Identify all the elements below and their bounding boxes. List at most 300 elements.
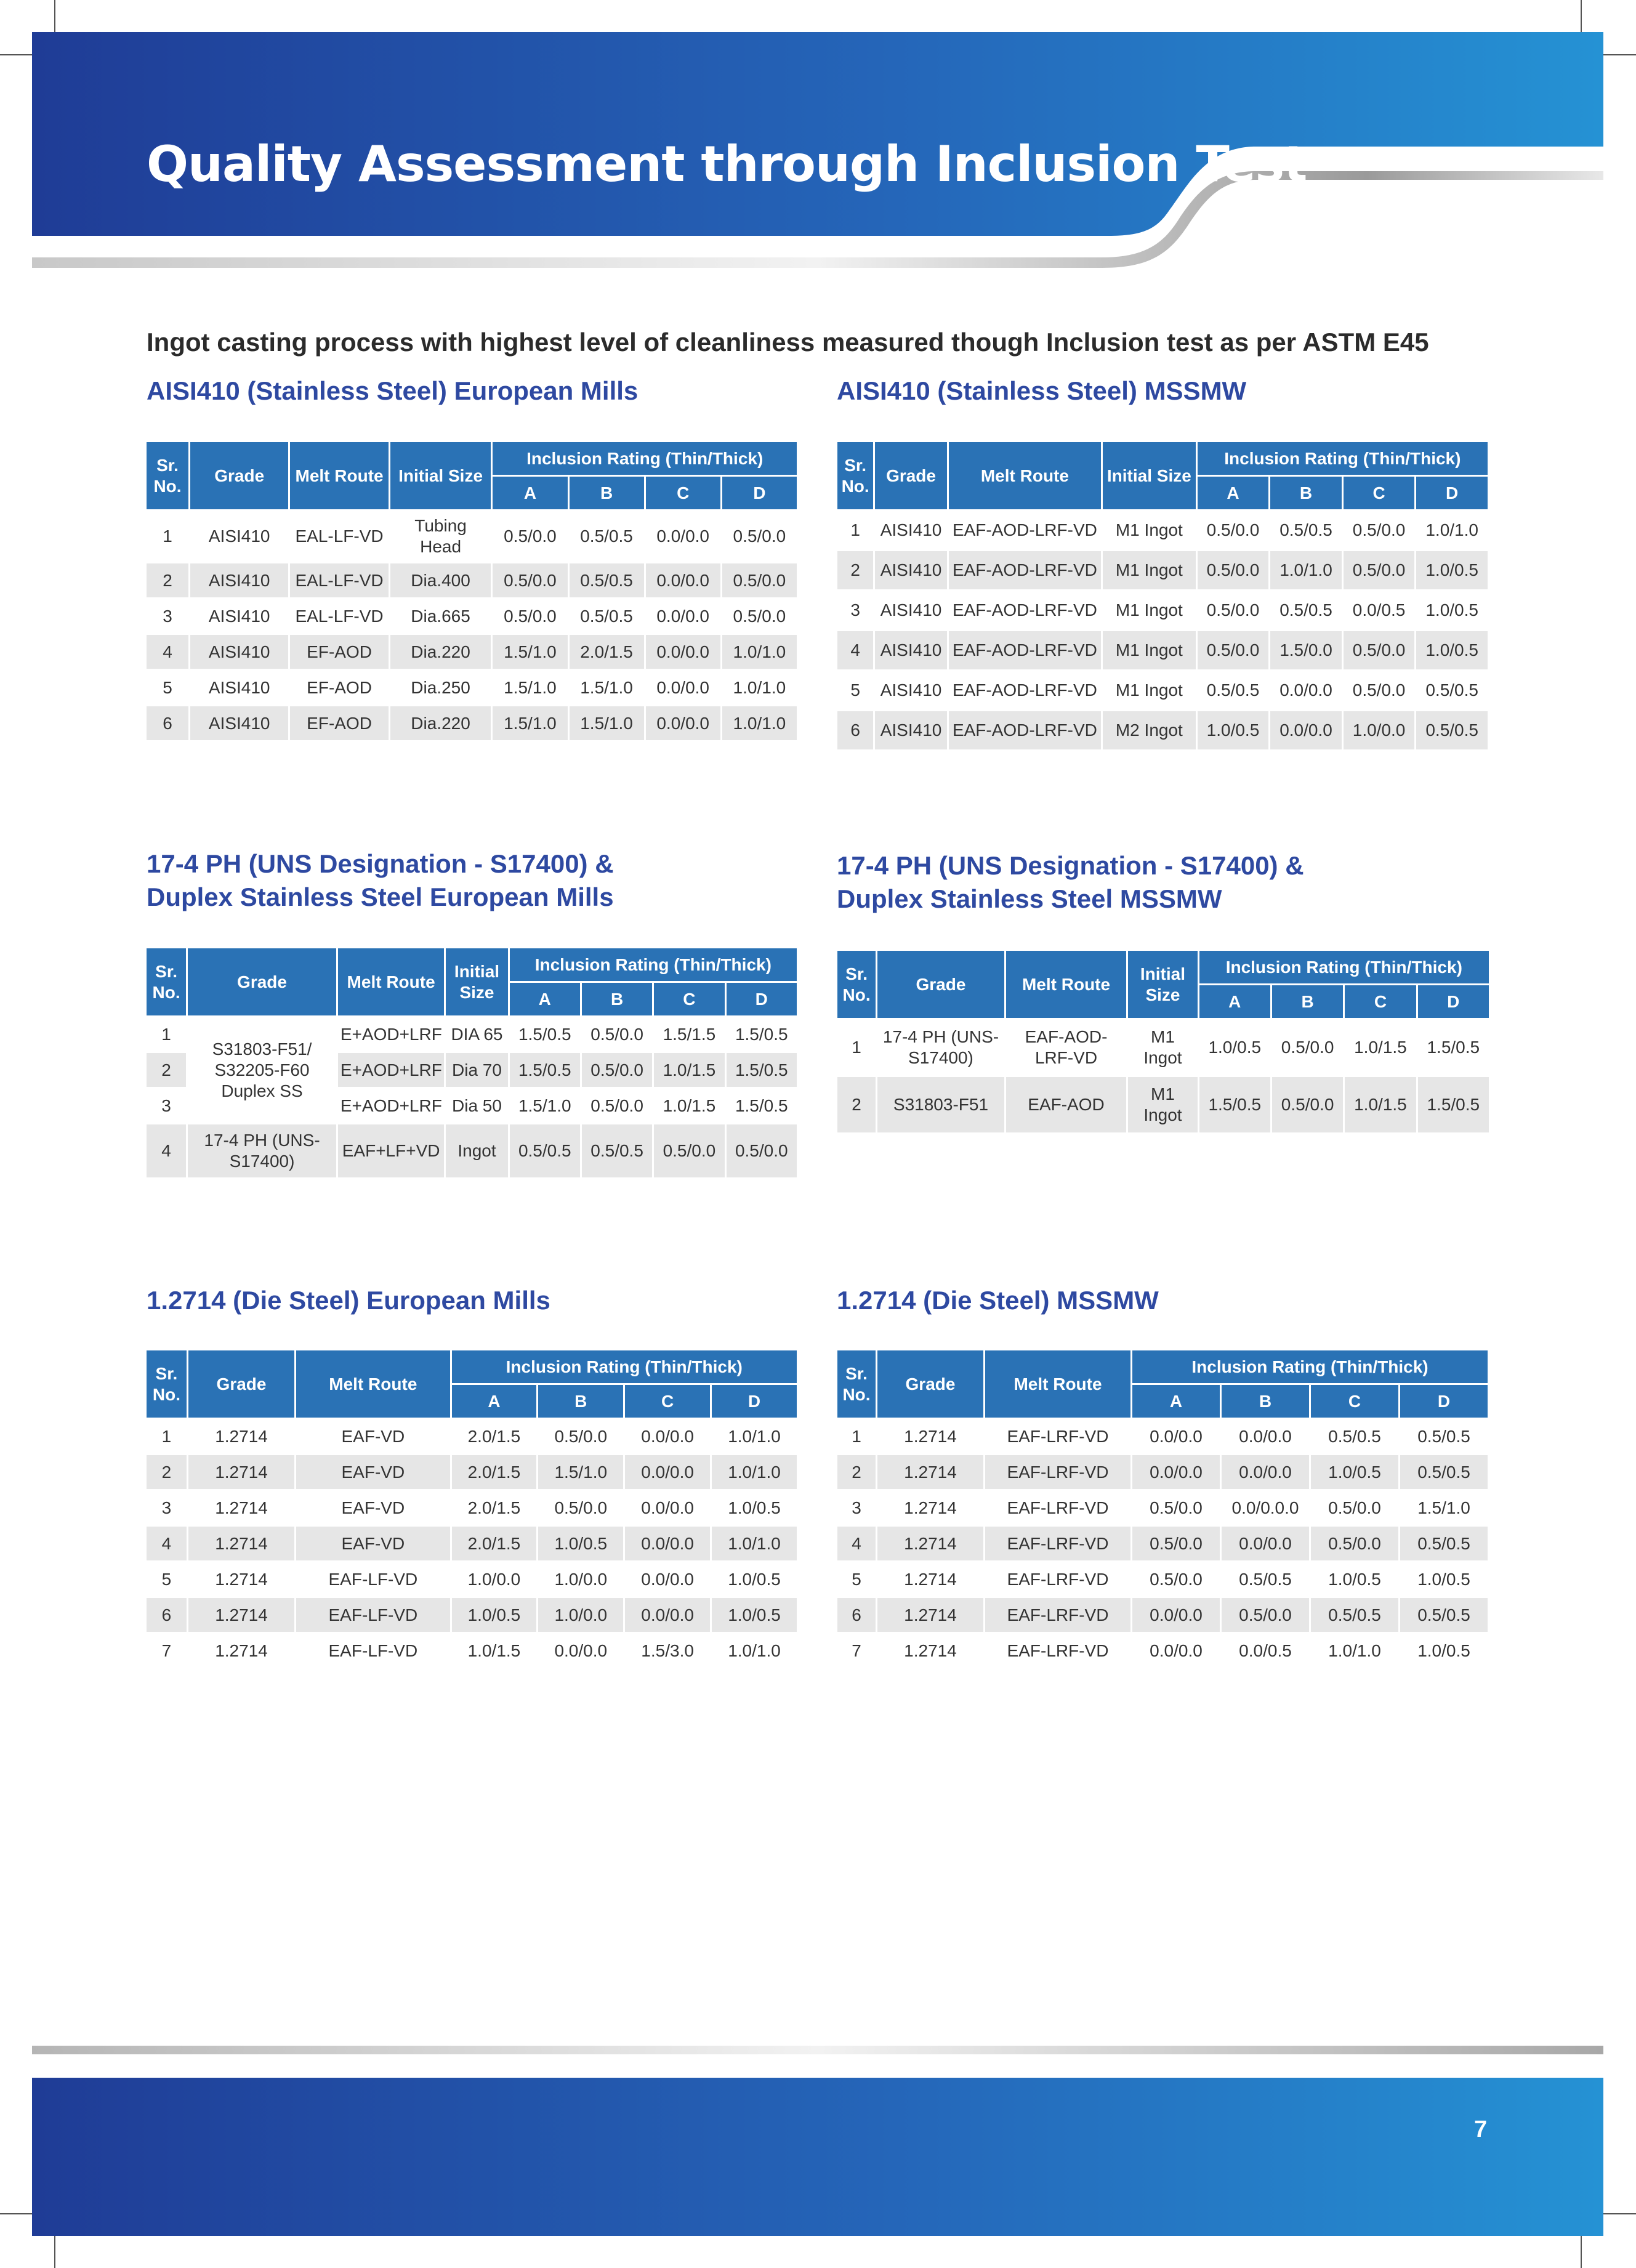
header-b: B [1270, 477, 1342, 509]
cell-a: 1.0/0.5 [452, 1598, 537, 1632]
cell-grade: 1.2714 [877, 1527, 983, 1560]
table-row [837, 1419, 1488, 1453]
cell-sr: 1 [837, 1020, 876, 1075]
cell-b: 0.5/0.0 [1272, 1077, 1343, 1132]
cell-initial-size: M1 Ingot [1103, 591, 1196, 629]
cell-melt-route: EAF-AOD-LRF-VD [949, 591, 1101, 629]
table-row [147, 1455, 797, 1489]
table-row [837, 1598, 1488, 1632]
cell-a: 0.5/0.5 [510, 1124, 580, 1177]
header-initial-size: Initial Size [1103, 442, 1196, 509]
cell-c: 0.0/0.0 [646, 599, 720, 633]
cell-b: 0.5/0.0 [538, 1419, 623, 1453]
cell-melt-route: EAF-AOD-LRF-VD [949, 711, 1101, 749]
table-die-steel-european [145, 1349, 799, 1669]
table-row [147, 1017, 797, 1051]
cell-d: 0.5/0.0 [722, 563, 797, 597]
cell-a: 1.5/1.0 [493, 671, 567, 704]
cell-b: 0.5/0.5 [570, 563, 644, 597]
cell-d: 1.0/1.0 [1416, 511, 1488, 549]
cell-b: 0.5/0.0 [582, 1017, 652, 1051]
header-melt-route: Melt Route [949, 442, 1101, 509]
cell-b: 0.5/0.0 [538, 1491, 623, 1525]
cell-d: 1.5/1.0 [1400, 1491, 1488, 1525]
cell-b: 0.5/0.5 [570, 511, 644, 562]
cell-melt-route: E+AOD+LRF [338, 1017, 444, 1051]
cell-c: 0.0/0.0 [625, 1562, 710, 1596]
cell-a: 2.0/1.5 [452, 1491, 537, 1525]
header-a: A [1198, 477, 1269, 509]
cell-d: 1.0/1.0 [722, 635, 797, 669]
cell-sr: 2 [147, 563, 188, 597]
cell-b: 1.5/0.0 [1270, 631, 1342, 669]
cell-sr: 3 [147, 599, 188, 633]
cell-a: 2.0/1.5 [452, 1455, 537, 1489]
cell-melt-route: EAF-VD [296, 1491, 449, 1525]
cell-initial-size: Dia 70 [446, 1053, 507, 1087]
cell-a: 0.5/0.0 [1132, 1491, 1220, 1525]
cell-melt-route: EF-AOD [290, 671, 388, 704]
cell-sr: 4 [147, 1124, 186, 1177]
cell-d: 1.0/0.5 [712, 1491, 797, 1525]
cell-melt-route: EAF-AOD-LRF-VD [949, 551, 1101, 589]
section-title-17-4ph-european [147, 847, 614, 914]
cell-b: 0.5/0.5 [582, 1124, 652, 1177]
cell-c: 0.0/0.0 [625, 1598, 710, 1632]
cell-grade: AISI410 [875, 551, 947, 589]
header-d: D [1418, 985, 1489, 1018]
footer-banner [0, 2032, 1636, 2268]
table-die-steel-mssmw [836, 1349, 1489, 1669]
cell-sr: 4 [147, 1527, 187, 1560]
header-b: B [1222, 1385, 1309, 1418]
cell-grade: AISI410 [190, 671, 288, 704]
cell-grade: AISI410 [190, 511, 288, 562]
cell-a: 0.5/0.0 [493, 563, 567, 597]
cell-melt-route: EAF-AOD-LRF-VD [949, 511, 1101, 549]
cell-d: 1.0/1.0 [722, 706, 797, 740]
cell-grade: 17-4 PH (UNS- S17400) [188, 1124, 336, 1177]
table-row [837, 631, 1488, 669]
cell-c: 0.0/0.0 [646, 671, 720, 704]
cell-b: 0.5/0.0 [582, 1053, 652, 1087]
cell-d: 1.0/1.0 [712, 1634, 797, 1668]
cell-melt-route: EAF-LRF-VD [985, 1455, 1130, 1489]
cell-d: 0.5/0.0 [722, 599, 797, 633]
cell-a: 1.0/0.0 [452, 1562, 537, 1596]
cell-melt-route: EAF-LRF-VD [985, 1527, 1130, 1560]
section-title-die-steel-mssmw: 1.2714 (Die Steel) MSSMW [837, 1286, 1159, 1315]
header-a: A [1199, 985, 1270, 1018]
cell-c: 0.5/0.5 [1311, 1419, 1398, 1453]
cell-initial-size: Dia 50 [446, 1089, 507, 1123]
table-row [147, 1491, 797, 1525]
header-d: D [1400, 1385, 1488, 1418]
cell-b: 1.0/0.0 [538, 1598, 623, 1632]
cell-a: 0.5/0.0 [1132, 1527, 1220, 1560]
cell-sr: 6 [147, 1598, 187, 1632]
cell-c: 0.0/0.5 [1344, 591, 1415, 629]
cell-b: 0.0/0.0 [1222, 1455, 1309, 1489]
header-initial-size: Initial Size [1128, 951, 1197, 1018]
header-initial-size: Initial Size [446, 948, 507, 1015]
header-sr-no: Sr. No. [837, 442, 873, 509]
section-title-line: 17-4 PH (UNS Designation - S17400) & [837, 851, 1304, 880]
cell-d: 1.0/1.0 [712, 1419, 797, 1453]
table-row [147, 1419, 797, 1453]
cell-b: 0.5/0.5 [1270, 591, 1342, 629]
table-row [837, 511, 1488, 549]
cell-sr: 7 [147, 1634, 187, 1668]
page-number: 7 [1474, 2117, 1488, 2142]
section-title-17-4ph-mssmw [837, 849, 1304, 916]
cell-initial-size: Tubing Head [390, 511, 491, 562]
header-sr-no: Sr. No. [147, 1350, 187, 1418]
cell-b: 0.5/0.0 [582, 1089, 652, 1123]
cell-b: 1.0/0.5 [538, 1527, 623, 1560]
cell-grade: 1.2714 [188, 1419, 294, 1453]
cell-b: 1.5/1.0 [538, 1455, 623, 1489]
cell-initial-size: Ingot [446, 1124, 507, 1177]
cell-a: 0.5/0.0 [493, 599, 567, 633]
section-title-line: Duplex Stainless Steel European Mills [147, 882, 614, 911]
cell-c: 0.0/0.0 [646, 706, 720, 740]
cell-initial-size: M1 Ingot [1103, 551, 1196, 589]
cell-a: 1.0/0.5 [1199, 1020, 1270, 1075]
cell-a: 1.5/0.5 [510, 1053, 580, 1087]
cell-grade: AISI410 [875, 671, 947, 709]
header-c: C [1345, 985, 1416, 1018]
cell-d: 1.5/0.5 [1418, 1020, 1489, 1075]
cell-grade: AISI410 [875, 631, 947, 669]
header-d: D [722, 477, 797, 509]
cell-d: 1.0/0.5 [712, 1598, 797, 1632]
cell-melt-route: EF-AOD [290, 706, 388, 740]
section-title-die-steel-european: 1.2714 (Die Steel) European Mills [147, 1286, 550, 1315]
cell-a: 1.0/1.5 [452, 1634, 537, 1668]
page-subtitle: Ingot casting process with highest level of cleanliness measured though Inclusion test as per ASTM E45 [147, 328, 1429, 357]
cell-c: 0.5/0.5 [1311, 1598, 1398, 1632]
table-row [837, 1455, 1488, 1489]
cell-initial-size: M2 Ingot [1103, 711, 1196, 749]
cell-d: 0.5/0.0 [722, 511, 797, 562]
cell-melt-route: EAL-LF-VD [290, 563, 388, 597]
cell-b: 1.0/0.0 [538, 1562, 623, 1596]
table-row [837, 1527, 1488, 1560]
cell-c: 1.0/1.5 [654, 1089, 724, 1123]
cell-d: 0.5/0.5 [1400, 1419, 1488, 1453]
cell-d: 1.0/0.5 [1416, 631, 1488, 669]
cell-sr: 5 [837, 671, 873, 709]
header-inclusion-rating: Inclusion Rating (Thin/Thick) [1132, 1350, 1488, 1383]
cell-melt-route: EAF-LRF-VD [985, 1562, 1130, 1596]
cell-grade: 1.2714 [188, 1598, 294, 1632]
cell-grade: AISI410 [875, 591, 947, 629]
cell-a: 0.0/0.0 [1132, 1419, 1220, 1453]
table-row [147, 563, 797, 597]
table-row [147, 511, 797, 562]
table-17-4ph-european [145, 946, 799, 1179]
section-title-line: Duplex Stainless Steel MSSMW [837, 884, 1222, 913]
header-inclusion-rating: Inclusion Rating (Thin/Thick) [1198, 442, 1488, 475]
cell-initial-size: Dia.400 [390, 563, 491, 597]
cell-b: 0.5/0.5 [1222, 1562, 1309, 1596]
table-row [837, 711, 1488, 749]
header-b: B [582, 983, 652, 1015]
cell-d: 0.5/0.5 [1400, 1527, 1488, 1560]
cell-grade: 1.2714 [188, 1562, 294, 1596]
cell-b: 1.0/1.0 [1270, 551, 1342, 589]
header-b: B [538, 1385, 623, 1418]
cell-d: 1.5/0.5 [1418, 1077, 1489, 1132]
cell-b: 0.5/0.0 [1222, 1598, 1309, 1632]
cell-initial-size: Dia.250 [390, 671, 491, 704]
cell-melt-route: EAF-AOD [1006, 1077, 1127, 1132]
cell-c: 1.0/0.5 [1311, 1562, 1398, 1596]
header-inclusion-rating: Inclusion Rating (Thin/Thick) [452, 1350, 797, 1383]
cell-b: 0.0/0.0 [1222, 1527, 1309, 1560]
cell-melt-route: EAF-LRF-VD [985, 1491, 1130, 1525]
header-inclusion-rating: Inclusion Rating (Thin/Thick) [493, 442, 797, 475]
header-sr-no: Sr. No. [837, 1350, 876, 1418]
cell-sr: 4 [837, 631, 873, 669]
table-row [147, 1562, 797, 1596]
cell-grade: 1.2714 [877, 1562, 983, 1596]
cell-melt-route: EAF-VD [296, 1455, 449, 1489]
cell-b: 0.5/0.5 [570, 599, 644, 633]
cell-a: 1.5/0.5 [1199, 1077, 1270, 1132]
cell-d: 0.5/0.5 [1416, 671, 1488, 709]
cell-initial-size: M1 Ingot [1103, 631, 1196, 669]
cell-melt-route: EAF-AOD-LRF-VD [949, 671, 1101, 709]
cell-grade: 1.2714 [188, 1455, 294, 1489]
cell-sr: 2 [837, 551, 873, 589]
header-grade: Grade [188, 1350, 294, 1418]
header-grade: Grade [877, 1350, 983, 1418]
header-melt-route: Melt Route [290, 442, 388, 509]
cell-melt-route: EAF-LF-VD [296, 1634, 449, 1668]
table-row [147, 1598, 797, 1632]
cell-c: 0.5/0.0 [654, 1124, 724, 1177]
cell-grade: AISI410 [875, 511, 947, 549]
cell-d: 1.0/0.5 [1400, 1634, 1488, 1668]
cell-a: 0.0/0.0 [1132, 1634, 1220, 1668]
cell-c: 1.5/1.5 [654, 1017, 724, 1051]
cell-grade: 1.2714 [877, 1491, 983, 1525]
section-title-aisi410-mssmw: AISI410 (Stainless Steel) MSSMW [837, 376, 1247, 405]
cell-d: 1.0/0.5 [712, 1562, 797, 1596]
header-inclusion-rating: Inclusion Rating (Thin/Thick) [1199, 951, 1489, 983]
cell-d: 1.0/1.0 [712, 1527, 797, 1560]
cell-grade: 1.2714 [877, 1634, 983, 1668]
table-row [147, 635, 797, 669]
table-row [837, 671, 1488, 709]
cell-initial-size: M1 Ingot [1103, 671, 1196, 709]
cell-d: 0.5/0.5 [1400, 1598, 1488, 1632]
cell-c: 1.0/0.5 [1311, 1455, 1398, 1489]
cell-grade: 1.2714 [877, 1455, 983, 1489]
cell-d: 0.5/0.0 [727, 1124, 797, 1177]
cell-sr: 3 [837, 1491, 876, 1525]
cell-c: 0.5/0.0 [1344, 511, 1415, 549]
header-grade: Grade [877, 951, 1004, 1018]
cell-grade: 1.2714 [877, 1598, 983, 1632]
cell-c: 1.5/3.0 [625, 1634, 710, 1668]
cell-a: 0.5/0.0 [1198, 631, 1269, 669]
header-inclusion-rating: Inclusion Rating (Thin/Thick) [510, 948, 797, 981]
cell-d: 1.0/0.5 [1400, 1562, 1488, 1596]
cell-grade: S31803-F51 [877, 1077, 1004, 1132]
table-row [147, 599, 797, 633]
table-aisi410-european [145, 440, 799, 742]
cell-a: 1.5/0.5 [510, 1017, 580, 1051]
header-melt-route: Melt Route [985, 1350, 1130, 1418]
cell-d: 0.5/0.5 [1400, 1455, 1488, 1489]
table-row [147, 706, 797, 740]
cell-c: 0.0/0.0 [625, 1527, 710, 1560]
cell-d: 1.0/1.0 [722, 671, 797, 704]
cell-sr: 3 [147, 1089, 186, 1123]
cell-grade: 1.2714 [877, 1419, 983, 1453]
table-row [837, 1562, 1488, 1596]
cell-c: 1.0/1.5 [654, 1053, 724, 1087]
cell-melt-route: EAF-LRF-VD [985, 1634, 1130, 1668]
cell-sr: 1 [147, 1017, 186, 1051]
cell-d: 1.0/1.0 [712, 1455, 797, 1489]
cell-a: 0.0/0.0 [1132, 1455, 1220, 1489]
header-d: D [1416, 477, 1488, 509]
header-grade: Grade [190, 442, 288, 509]
cell-a: 0.5/0.0 [1198, 551, 1269, 589]
cell-sr: 1 [147, 511, 188, 562]
cell-initial-size: Dia.220 [390, 706, 491, 740]
cell-melt-route: EAL-LF-VD [290, 511, 388, 562]
cell-b: 0.0/0.5 [1222, 1634, 1309, 1668]
cell-melt-route: EAF+LF+VD [338, 1124, 444, 1177]
cell-c: 0.5/0.0 [1344, 551, 1415, 589]
header-sr-no: Sr. No. [147, 442, 188, 509]
cell-melt-route: EAF-LRF-VD [985, 1598, 1130, 1632]
cell-c: 0.0/0.0 [625, 1455, 710, 1489]
header-a: A [493, 477, 567, 509]
cell-a: 0.5/0.0 [1132, 1562, 1220, 1596]
cell-b: 0.0/0.0 [1270, 671, 1342, 709]
cell-grade: 1.2714 [188, 1491, 294, 1525]
cell-a: 0.5/0.0 [493, 511, 567, 562]
cell-sr: 2 [837, 1455, 876, 1489]
cell-grade: 1.2714 [188, 1634, 294, 1668]
page-title: Quality Assessment through Inclusion Test [147, 135, 1307, 193]
cell-b: 0.0/0.0.0 [1222, 1491, 1309, 1525]
cell-sr: 3 [147, 1491, 187, 1525]
cell-grade: AISI410 [190, 635, 288, 669]
header-melt-route: Melt Route [1006, 951, 1127, 1018]
cell-sr: 6 [837, 1598, 876, 1632]
cell-b: 0.5/0.5 [1270, 511, 1342, 549]
header-melt-route: Melt Route [296, 1350, 449, 1418]
cell-sr: 6 [147, 706, 188, 740]
cell-melt-route: EAF-VD [296, 1527, 449, 1560]
header-c: C [1311, 1385, 1398, 1418]
cell-sr: 1 [837, 511, 873, 549]
cell-melt-route: EAF-VD [296, 1419, 449, 1453]
cell-d: 1.5/0.5 [727, 1089, 797, 1123]
cell-initial-size: M1 Ingot [1128, 1020, 1197, 1075]
table-row [147, 1527, 797, 1560]
header-b: B [570, 477, 644, 509]
header-melt-route: Melt Route [338, 948, 444, 1015]
table-row [837, 1634, 1488, 1668]
cell-sr: 4 [837, 1527, 876, 1560]
header-grade: Grade [875, 442, 947, 509]
table-row [837, 551, 1488, 589]
cell-d: 1.5/0.5 [727, 1053, 797, 1087]
cell-a: 1.5/1.0 [493, 706, 567, 740]
cell-a: 2.0/1.5 [452, 1527, 537, 1560]
cell-b: 0.0/0.0 [538, 1634, 623, 1668]
cell-a: 2.0/1.5 [452, 1419, 537, 1453]
header-d: D [712, 1385, 797, 1418]
cell-a: 0.5/0.5 [1198, 671, 1269, 709]
cell-initial-size: Dia.665 [390, 599, 491, 633]
table-row [837, 1020, 1489, 1075]
cell-c: 1.0/1.5 [1345, 1077, 1416, 1132]
cell-c: 0.5/0.0 [1311, 1527, 1398, 1560]
header-a: A [1132, 1385, 1220, 1418]
cell-sr: 5 [147, 671, 188, 704]
cell-b: 0.5/0.0 [1272, 1020, 1343, 1075]
cell-sr: 7 [837, 1634, 876, 1668]
table-row [837, 591, 1488, 629]
cell-initial-size: M1 Ingot [1103, 511, 1196, 549]
cell-grade: AISI410 [190, 706, 288, 740]
cell-b: 2.0/1.5 [570, 635, 644, 669]
cell-d: 1.0/0.5 [1416, 591, 1488, 629]
header-a: A [510, 983, 580, 1015]
header-a: A [452, 1385, 537, 1418]
cell-c: 1.0/0.0 [1344, 711, 1415, 749]
cell-grade: AISI410 [875, 711, 947, 749]
cell-grade: 1.2714 [188, 1527, 294, 1560]
cell-a: 0.5/0.0 [1198, 591, 1269, 629]
cell-melt-route: EAF-AOD- LRF-VD [1006, 1020, 1127, 1075]
cell-c: 0.5/0.0 [1344, 631, 1415, 669]
cell-c: 0.5/0.0 [1344, 671, 1415, 709]
header-grade: Grade [188, 948, 336, 1015]
cell-melt-route: EAL-LF-VD [290, 599, 388, 633]
cell-sr: 1 [837, 1419, 876, 1453]
header-c: C [654, 983, 724, 1015]
cell-c: 0.0/0.0 [646, 511, 720, 562]
cell-c: 1.0/1.5 [1345, 1020, 1416, 1075]
cell-d: 1.0/0.5 [1416, 551, 1488, 589]
cell-c: 0.5/0.0 [1311, 1491, 1398, 1525]
cell-b: 1.5/1.0 [570, 706, 644, 740]
header-c: C [646, 477, 720, 509]
table-17-4ph-mssmw [836, 949, 1491, 1134]
cell-melt-route: EF-AOD [290, 635, 388, 669]
cell-b: 0.0/0.0 [1270, 711, 1342, 749]
cell-sr: 2 [837, 1077, 876, 1132]
table-row [147, 1124, 797, 1177]
header-b: B [1272, 985, 1343, 1018]
cell-a: 1.5/1.0 [493, 635, 567, 669]
cell-grade: 17-4 PH (UNS-S17400) [877, 1020, 1004, 1075]
cell-grade: AISI410 [190, 599, 288, 633]
cell-sr: 5 [147, 1562, 187, 1596]
header-c: C [1344, 477, 1415, 509]
cell-a: 0.0/0.0 [1132, 1598, 1220, 1632]
